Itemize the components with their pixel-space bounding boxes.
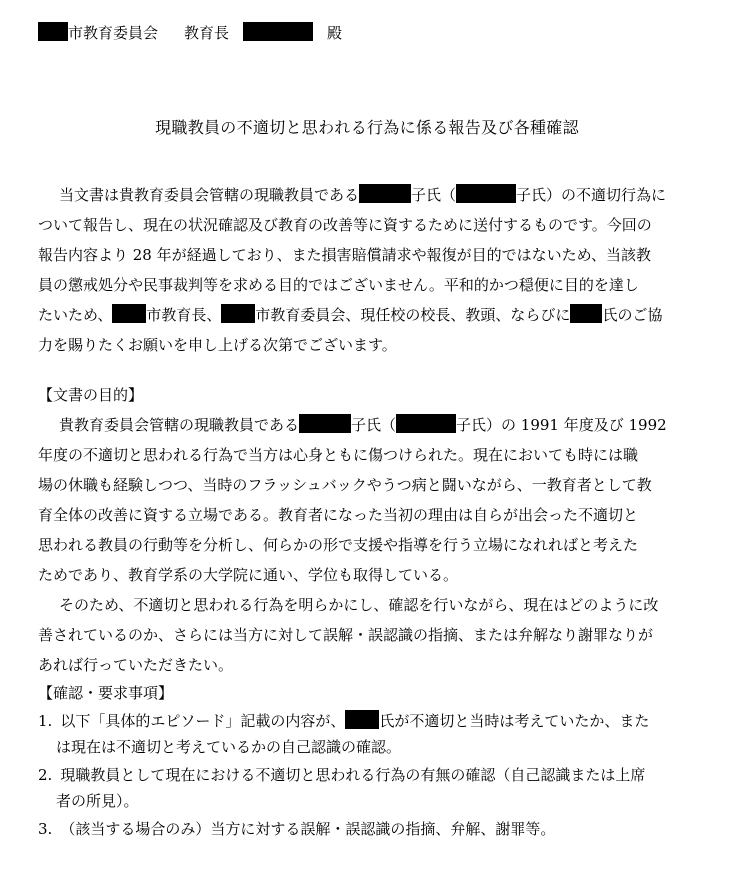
purpose-line-6: ためであり、教育学系の大学院に通い、学位も取得している。 xyxy=(38,566,459,584)
list-number: 1. xyxy=(38,712,53,730)
addressee-title: 教育長 xyxy=(184,24,230,42)
purpose-line-7: そのため、不適切と思われる行為を明らかにし、確認を行いながら、現在はどのように改 xyxy=(59,596,659,614)
request-text: （該当する場合のみ）当方に対する誤解・誤認識の指摘、弁解、謝罪等。 xyxy=(60,820,556,838)
intro-line-3: 報告内容より 28 年が経過しており、また損害賠償請求や報復が目的ではないため、当該教 xyxy=(38,246,652,264)
intro-text: たいため、 xyxy=(38,306,113,324)
addressee-honorific: 殿 xyxy=(327,24,343,42)
purpose-line-2: 年度の不適切と思われる行為で当方は心身ともに傷つけられた。現在においても時には職 xyxy=(38,446,639,464)
intro-text: 当文書は貴教育委員会管轄の現職教員である xyxy=(59,186,360,204)
request-item-2-line-2: 者の所見）。 xyxy=(56,792,139,810)
intro-line-5 xyxy=(38,302,662,328)
redaction-bar xyxy=(243,22,313,41)
redaction-bar xyxy=(570,304,602,323)
redaction-bar xyxy=(345,710,379,729)
redaction-bar xyxy=(112,304,146,323)
intro-text: 市教育長、 xyxy=(146,306,222,324)
request-item-3 xyxy=(38,816,555,842)
purpose-text: 子氏）の 1991 年度及び 1992 xyxy=(456,416,667,434)
document-title: 現職教員の不適切と思われる行為に係る報告及び各種確認 xyxy=(155,118,579,137)
redaction-bar xyxy=(396,414,456,433)
redaction-bar xyxy=(299,414,351,433)
purpose-text: 子氏（ xyxy=(351,416,397,434)
list-number: 3. xyxy=(38,820,53,838)
request-item-1-line-2: は現在は不適切と考えているかの自己認識の確認。 xyxy=(56,738,402,756)
intro-text: 子氏）の不適切行為に xyxy=(516,186,667,204)
intro-line-6: 力を賜りたくお願いを申し上げる次第でございます。 xyxy=(38,336,397,354)
request-text: 現職教員として現在における不適切と思われる行為の有無の確認（自己認識または上席 xyxy=(60,766,646,784)
redaction-bar xyxy=(38,22,68,41)
request-text: 以下「具体的エピソード」記載の内容が、 xyxy=(60,712,346,730)
addressee-line xyxy=(38,20,342,46)
purpose-line-8: 善されているのか、さらには当方に対して誤解・誤認識の指摘、または弁解なり謝罪なりが xyxy=(38,626,654,644)
purpose-text: 貴教育委員会管轄の現職教員である xyxy=(59,416,300,434)
request-text: 氏が不適切と当時は考えていたか、また xyxy=(379,712,650,730)
redaction-bar xyxy=(456,184,516,203)
redaction-bar xyxy=(359,184,411,203)
intro-line-1 xyxy=(59,182,666,208)
purpose-line-3: 場の休職も経験しつつ、当時のフラッシュバックやうつ病と闘いながら、一教育者として教 xyxy=(38,476,652,494)
redaction-bar xyxy=(221,304,255,323)
purpose-heading: 【文書の目的】 xyxy=(38,386,144,404)
purpose-line-9: あれば行っていただきたい。 xyxy=(38,656,234,674)
intro-text: 子氏（ xyxy=(411,186,457,204)
purpose-line-5: 思われる教員の行動等を分析し、何らかの形で支援や指導を行う立場になれればと考えた xyxy=(38,536,639,554)
purpose-line-4: 育全体の改善に資する立場である。教育者になった当初の理由は自らが出会った不適切と xyxy=(38,506,639,524)
intro-text: 市教育委員会、現任校の校長、教頭、ならびに xyxy=(255,306,571,324)
intro-text: 氏のご協 xyxy=(602,306,663,324)
request-item-2-line-1 xyxy=(38,762,645,788)
request-item-1-line-1 xyxy=(38,708,649,734)
purpose-line-1 xyxy=(59,412,667,438)
intro-line-2: ついて報告し、現在の状況確認及び教育の改善等に資するために送付するものです。今回の xyxy=(38,216,652,234)
list-number: 2. xyxy=(38,766,53,784)
intro-line-4: 員の懲戒処分や民事裁判等を求める目的ではございません。平和的かつ穏便に目的を達し xyxy=(38,276,639,294)
addressee-organization: 市教育委員会 xyxy=(68,24,159,42)
requests-heading: 【確認・要求事項】 xyxy=(38,684,174,702)
